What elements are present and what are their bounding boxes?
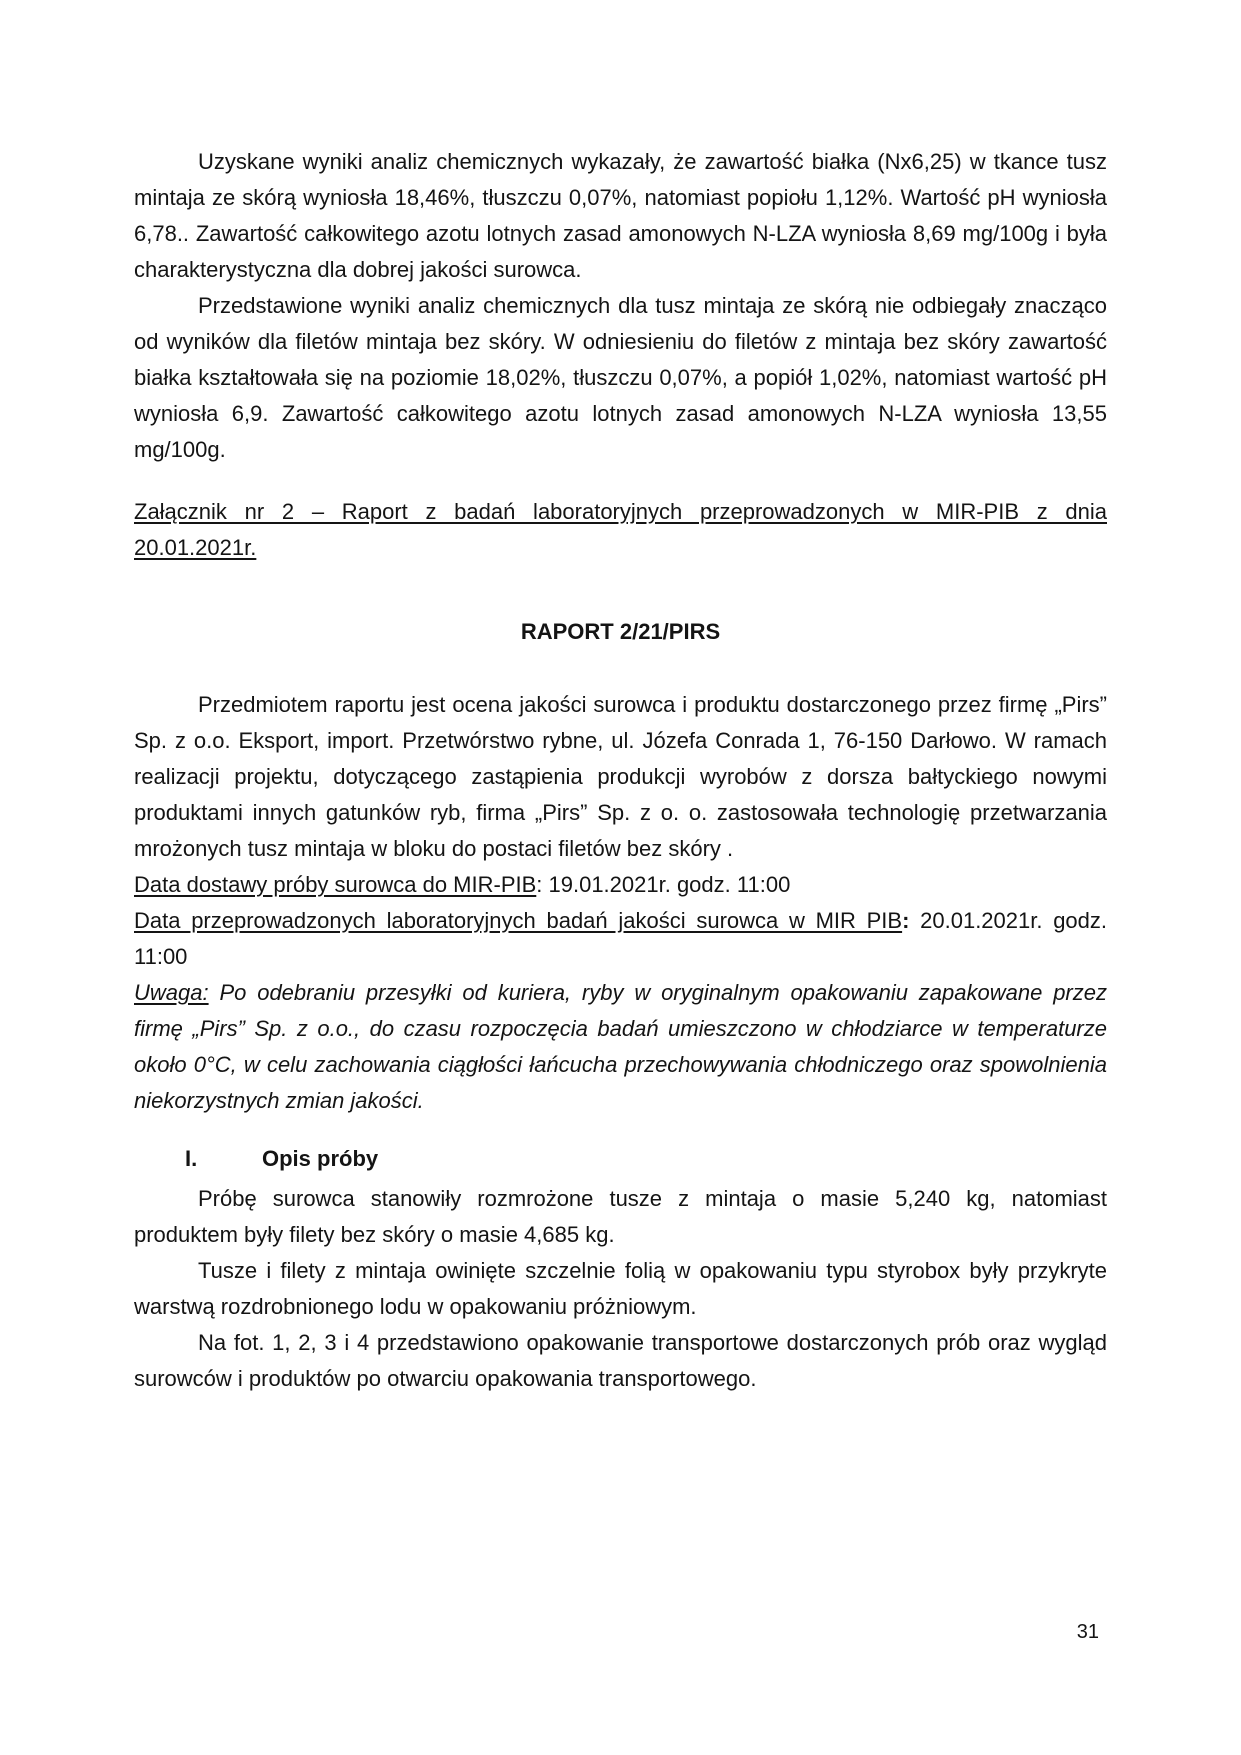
attachment-heading-line2: 20.01.2021r. (134, 535, 257, 560)
lab-date-line1 (134, 903, 1107, 939)
delivery-date-value: : 19.01.2021r. godz. 11:00 (536, 872, 791, 897)
section-heading-opis-proby (134, 1141, 1107, 1177)
paragraph-chem-results-tusz: Uzyskane wyniki analiz chemicznych wykazały, że zawartość białka (Nx6,25) w tkance tusz mintaja ze skórą wyniosła 18,46%, tłuszczu 0,07%, natomiast popiołu 1,12%. Wartość pH wyniosła 6,78.. Zawartość całkowitego azotu lotnych zasad amonowych N-LZA wyniosła 8,69 mg/100g i była charakterystyczna dla dobrej jakości surowca. (134, 149, 1107, 282)
paragraph-packaging: Tusze i filety z mintaja owinięte szczelnie folią w opakowaniu typu styrobox były przykryte warstwą rozdrobnionego lodu w opakowaniu próżniowym. (134, 1258, 1107, 1319)
paragraph-chem-results-filety: Przedstawione wyniki analiz chemicznych dla tusz mintaja ze skórą nie odbiegały znacząco od wyników dla filetów mintaja bez skóry. W odniesieniu do filetów z mintaja bez skóry zawartość białka kształtowała się na poziomie 18,02%, tłuszczu 0,07%, a popiół 1,02%, natomiast wartość pH wyniosła 6,9. Zawartość całkowitego azotu lotnych zasad amonowych N-LZA wyniosła 13,55 mg/100g. (134, 293, 1107, 462)
paragraph-report-subject: Przedmiotem raportu jest ocena jakości surowca i produktu dostarczonego przez firmę „Pirs” Sp. z o.o. Eksport, import. Przetwórstwo rybne, ul. Józefa Conrada 1, 76-150 Darłowo. W ramach realizacji projektu, dotyczącego zastąpienia produkcji wyrobów z dorsza bałtyckiego nowymi produktami innych gatunków ryb, firma „Pirs” Sp. z o. o. zastosowała technologię przetwarzania mrożonych tusz mintaja w bloku do postaci filetów bez skóry . (134, 692, 1107, 861)
section-number: I. (185, 1146, 198, 1171)
lab-date-line2: 11:00 (134, 944, 188, 969)
lab-date-line (134, 903, 1107, 975)
lab-date-colon: : (902, 908, 910, 933)
lab-date-label: Data przeprowadzonych laboratoryjnych badań jakości surowca w MIR PIB (134, 908, 903, 933)
paragraph-sample-mass: Próbę surowca stanowiły rozmrożone tusze z mintaja o masie 5,240 kg, natomiast produktem były filety bez skóry o masie 4,685 kg. (134, 1186, 1107, 1247)
report-title: RAPORT 2/21/PIRS (520, 619, 721, 644)
section-title: Opis próby (262, 1146, 379, 1171)
note-text: Po odebraniu przesyłki od kuriera, ryby w oryginalnym opakowaniu zapakowane przez firmę „Pirs” Sp. z o.o., do czasu rozpoczęcia badań umieszczono w chłodziarce w temperaturze około 0°C, w celu zachowania ciągłości łańcucha przechowywania chłodniczego oraz spowolnienia niekorzystnych zmian jakości. (134, 980, 1107, 1113)
delivery-date-label: Data dostawy próby surowca do MIR-PIB (134, 872, 537, 897)
paragraph-photos: Na fot. 1, 2, 3 i 4 przedstawiono opakowanie transportowe dostarczonych prób oraz wygląd surowców i produktów po otwarciu opakowania transportowego. (134, 1330, 1107, 1391)
attachment-heading-line1: Załącznik nr 2 – Raport z badań laboratoryjnych przeprowadzonych w MIR-PIB z dnia (134, 499, 1107, 524)
lab-date-value: 20.01.2021r. godz. (909, 908, 1108, 933)
page-number: 31 (1076, 1621, 1099, 1643)
note-paragraph (134, 975, 1107, 1119)
note-label: Uwaga: (134, 980, 209, 1005)
attachment-heading (134, 494, 1107, 566)
delivery-date-line (134, 867, 1107, 903)
